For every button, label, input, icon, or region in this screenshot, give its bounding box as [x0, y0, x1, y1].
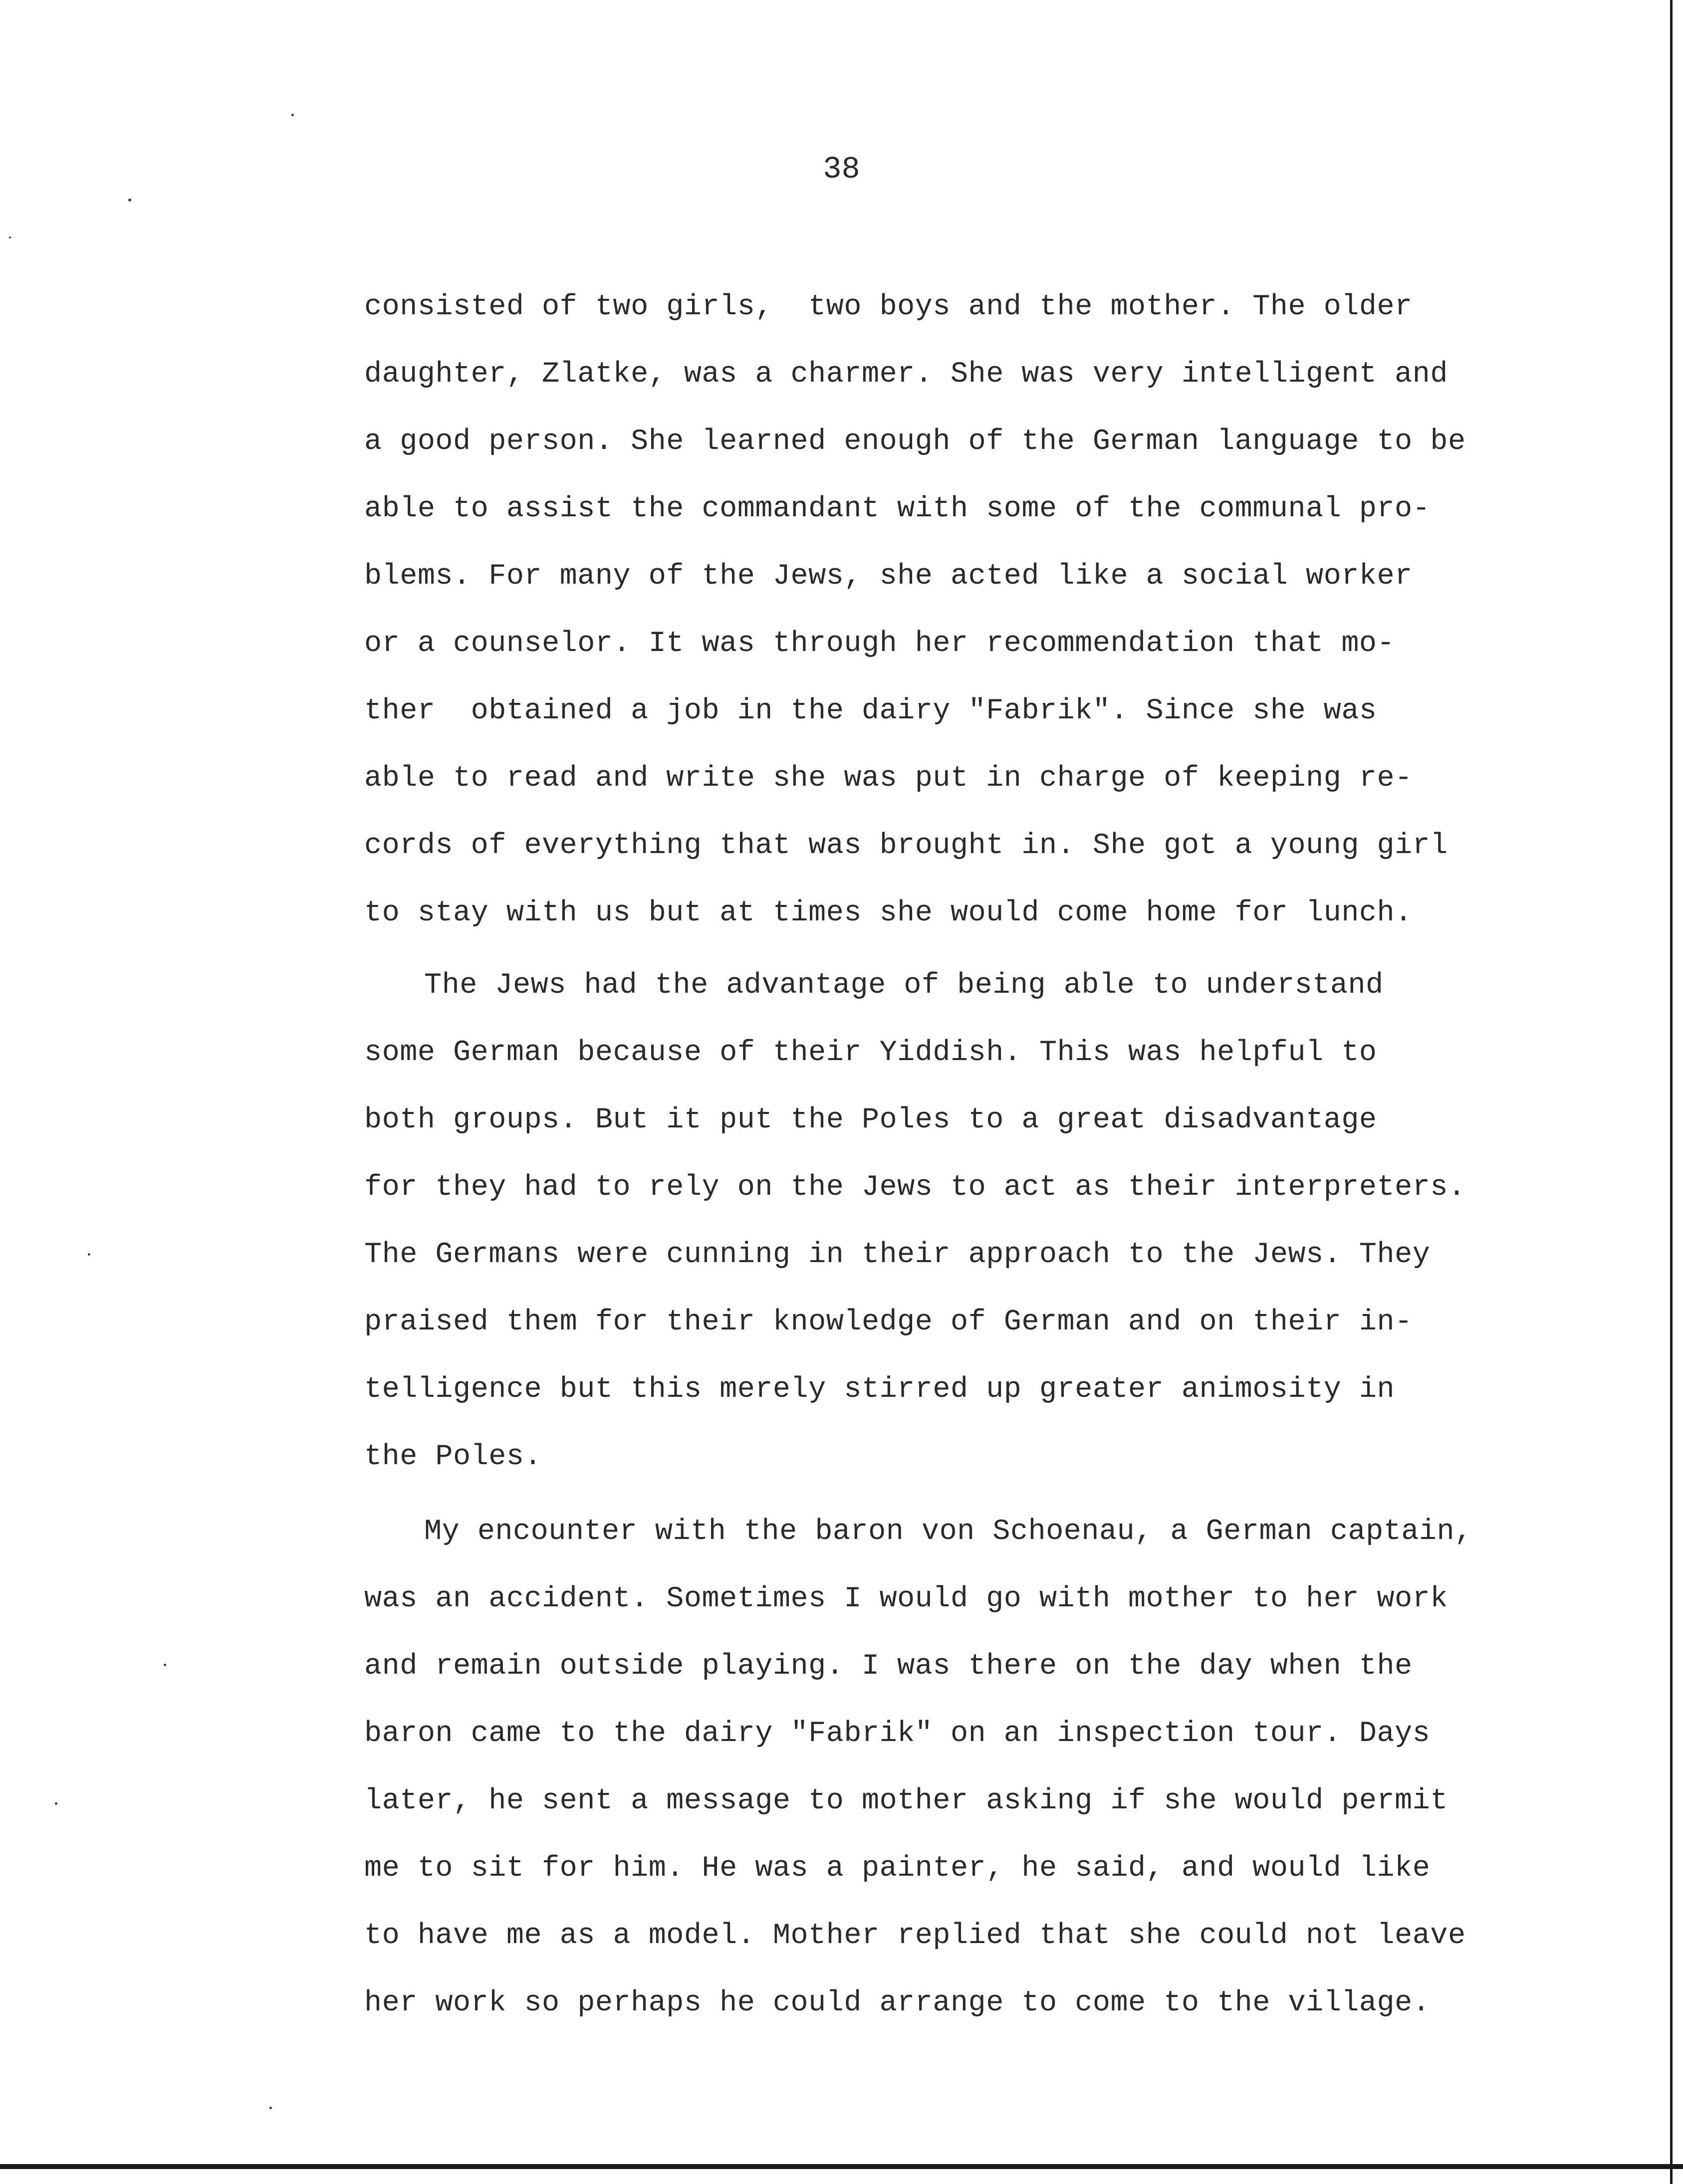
scan-edge-bottom: [0, 2164, 1683, 2169]
paragraph-3-line-1: My encounter with the baron von Schoenau, a German captain,: [424, 1515, 1472, 1548]
paragraph-3-line-4: baron came to the dairy "Fabrik" on an inspection tour. Days: [364, 1717, 1431, 1750]
page-number: 38: [823, 152, 860, 187]
paragraph-3-line-2: was an accident. Sometimes I would go with mother to her work: [364, 1582, 1448, 1615]
paragraph-2-line-5: The Germans were cunning in their approach to the Jews. They: [364, 1238, 1431, 1271]
paragraph-1-line-6: or a counselor. It was through her recommendation that mo-: [364, 627, 1395, 660]
paragraph-2-line-1: The Jews had the advantage of being able to understand: [424, 968, 1384, 1002]
paragraph-1-line-8: able to read and write she was put in charge of keeping re-: [364, 761, 1413, 795]
paragraph-1-line-9: cords of everything that was brought in. She got a young girl: [364, 829, 1448, 862]
paragraph-2-line-6: praised them for their knowledge of German and on their in-: [364, 1305, 1413, 1338]
paragraph-2-line-8: the Poles.: [364, 1440, 542, 1473]
paragraph-2-line-2: some German because of their Yiddish. This was helpful to: [364, 1036, 1377, 1069]
paragraph-2-line-7: telligence but this merely stirred up greater animosity in: [364, 1372, 1395, 1406]
paragraph-1-line-5: blems. For many of the Jews, she acted like a social worker: [364, 559, 1413, 593]
paragraph-3-line-7: to have me as a model. Mother replied that she could not leave: [364, 1919, 1466, 1952]
paragraph-3-line-3: and remain outside playing. I was there on the day when the: [364, 1649, 1413, 1683]
margin-speck: [55, 1802, 57, 1805]
paragraph-1-line-7: ther obtained a job in the dairy "Fabrik". Since she was: [364, 694, 1377, 727]
paragraph-1-line-3: a good person. She learned enough of the German language to be: [364, 425, 1466, 458]
paragraph-2-line-3: both groups. But it put the Poles to a great disadvantage: [364, 1103, 1377, 1136]
margin-speck: [291, 114, 294, 116]
paragraph-1-line-1: consisted of two girls, two boys and the mother. The older: [364, 290, 1413, 323]
paragraph-3-line-5: later, he sent a message to mother asking if she would permit: [364, 1784, 1448, 1817]
paragraph-1-line-2: daughter, Zlatke, was a charmer. She was very intelligent and: [364, 357, 1448, 391]
margin-speck: [88, 1253, 90, 1256]
margin-speck: [164, 1664, 166, 1666]
paragraph-3-line-8: her work so perhaps he could arrange to come to the village.: [364, 1986, 1431, 2019]
margin-speck: [9, 236, 11, 238]
scan-edge-right: [1670, 0, 1673, 2184]
paragraph-1-line-4: able to assist the commandant with some of the communal pro-: [364, 492, 1431, 525]
margin-speck: [128, 199, 131, 202]
paragraph-3-line-6: me to sit for him. He was a painter, he said, and would like: [364, 1851, 1431, 1885]
paragraph-1-line-10: to stay with us but at times she would come home for lunch.: [364, 896, 1413, 929]
margin-speck: [269, 2107, 272, 2109]
paragraph-2-line-4: for they had to rely on the Jews to act as their interpreters.: [364, 1170, 1466, 1204]
